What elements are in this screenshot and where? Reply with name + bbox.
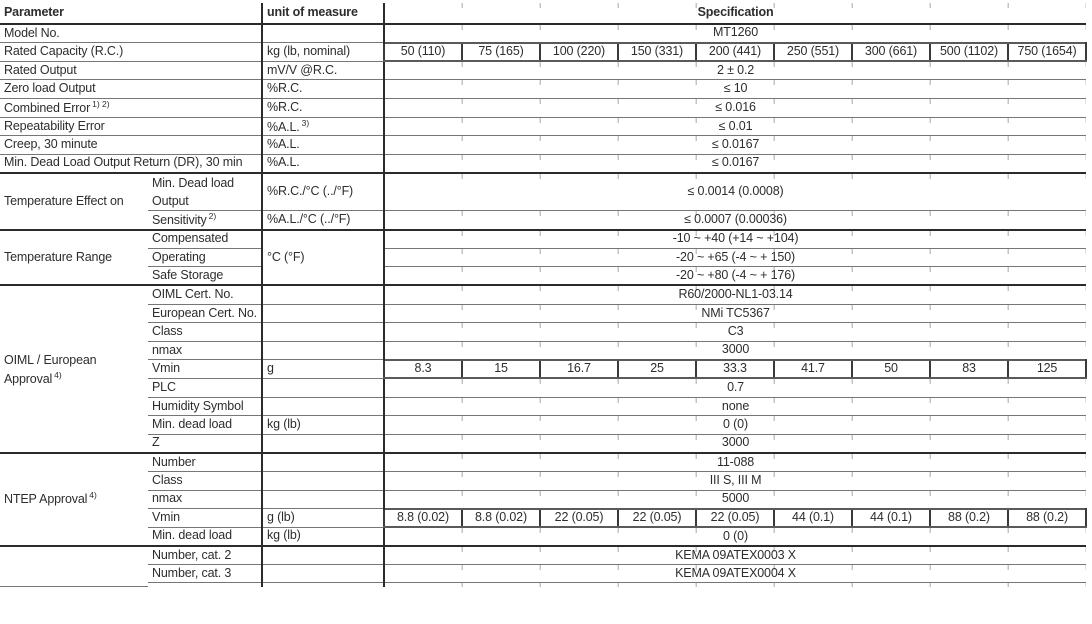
spec-table	[0, 3, 1087, 587]
footnote-marker: 3)	[301, 117, 310, 128]
param-cell: Min. dead load	[148, 416, 262, 435]
row-creep	[0, 136, 1086, 155]
param-cell: Min. Dead Load Output Return (DR), 30 min	[0, 154, 262, 173]
row-ntep-class	[0, 471, 1086, 490]
row-rated-output	[0, 61, 1086, 80]
row-oiml-z	[0, 434, 1086, 453]
row-oiml-european-cert-no	[0, 304, 1086, 323]
capacity-value-cell: 750 (1654)	[1008, 43, 1086, 62]
row-combined-error	[0, 98, 1086, 117]
spec-value-cell: 3000	[384, 434, 1086, 453]
vmin-value-cell: 22 (0.05)	[540, 509, 618, 528]
row-ntep-number	[0, 453, 1086, 472]
row-oiml-cert-no	[0, 285, 1086, 304]
unit-cell	[262, 564, 384, 583]
param-cell: Z	[148, 434, 262, 453]
spec-value-cell: none	[384, 397, 1086, 416]
capacity-value-cell: 300 (661)	[852, 43, 930, 62]
unit-cell	[262, 285, 384, 304]
row-temp-range-safe-storage	[0, 267, 1086, 286]
spec-value-cell: C3	[384, 323, 1086, 342]
param-cell	[148, 211, 262, 230]
spec-value-cell: -10 ~ +40 (+14 ~ +104)	[384, 230, 1086, 249]
row-oiml-vmin	[0, 360, 1086, 379]
row-partial-cutoff	[0, 583, 1086, 587]
row-rated-capacity	[0, 43, 1086, 62]
header-unit-of-measure: unit of measure	[262, 3, 384, 24]
unit-cell	[262, 453, 384, 472]
param-cell: Class	[148, 471, 262, 490]
vmin-value-cell: 33.3	[696, 360, 774, 379]
row-min-dead-load-output-return	[0, 154, 1086, 173]
spec-value-cell: ≤ 0.016	[384, 98, 1086, 117]
param-cell: nmax	[148, 341, 262, 360]
row-temp-range-compensated	[0, 230, 1086, 249]
spec-value-cell: KEMA 09ATEX0004 X	[384, 564, 1086, 583]
group-label-temperature-effect: Temperature Effect on	[0, 173, 148, 230]
capacity-value-cell: 200 (441)	[696, 43, 774, 62]
param-cell	[148, 583, 262, 587]
row-temp-effect-sensitivity	[0, 211, 1086, 230]
unit-cell: kg (lb)	[262, 527, 384, 546]
unit-cell: %A.L.	[262, 136, 384, 155]
param-cell: Zero load Output	[0, 80, 262, 99]
unit-cell: g	[262, 360, 384, 379]
footnote-marker: 4)	[89, 490, 97, 501]
vmin-value-cell: 22 (0.05)	[696, 509, 774, 528]
spec-value-cell: 2 ± 0.2	[384, 61, 1086, 80]
capacity-value-cell: 150 (331)	[618, 43, 696, 62]
row-temp-range-operating	[0, 248, 1086, 267]
spec-value-cell: KEMA 09ATEX0003 X	[384, 546, 1086, 565]
param-cell: Safe Storage	[148, 267, 262, 286]
footnote-marker: 1) 2)	[92, 98, 110, 109]
group-label-temperature-range: Temperature Range	[0, 230, 148, 286]
capacity-value-cell: 75 (165)	[462, 43, 540, 62]
vmin-value-cell: 88 (0.2)	[1008, 509, 1086, 528]
param-cell: Humidity Symbol	[148, 397, 262, 416]
param-cell: Operating	[148, 248, 262, 267]
group-label-line: NTEP Approval	[4, 492, 88, 507]
unit-label: %A.L.	[267, 119, 300, 134]
row-ntep-min-dead-load	[0, 527, 1086, 546]
vmin-value-cell: 41.7	[774, 360, 852, 379]
unit-cell: %R.C./°C (../°F)	[262, 173, 384, 211]
row-ntep-nmax	[0, 490, 1086, 509]
param-cell: Rated Capacity (R.C.)	[0, 43, 262, 62]
group-label-line: OIML / European	[4, 352, 97, 367]
spec-value-cell: NMi TC5367	[384, 304, 1086, 323]
vmin-value-cell: 50	[852, 360, 930, 379]
param-cell: Model No.	[0, 24, 262, 43]
header-specification: Specification	[384, 3, 1086, 24]
capacity-value-cell: 250 (551)	[774, 43, 852, 62]
row-oiml-humidity-symbol	[0, 397, 1086, 416]
row-oiml-nmax	[0, 341, 1086, 360]
spec-cell	[384, 583, 1086, 587]
vmin-value-cell: 125	[1008, 360, 1086, 379]
param-cell: Number, cat. 3	[148, 564, 262, 583]
unit-cell	[262, 304, 384, 323]
unit-cell: %A.L.	[262, 154, 384, 173]
spec-value-cell: -20 ~ +80 (-4 ~ + 176)	[384, 267, 1086, 286]
unit-cell	[262, 546, 384, 565]
param-cell: European Cert. No.	[148, 304, 262, 323]
spec-value-cell: -20 ~ +65 (-4 ~ + 150)	[384, 248, 1086, 267]
unit-cell	[262, 490, 384, 509]
group-label-empty	[0, 546, 148, 587]
vmin-value-cell: 25	[618, 360, 696, 379]
row-ntep-vmin	[0, 509, 1086, 528]
header-row	[0, 3, 1086, 24]
unit-cell	[262, 471, 384, 490]
spec-value-cell: 0 (0)	[384, 527, 1086, 546]
vmin-value-cell: 8.3	[384, 360, 462, 379]
param-cell: Compensated	[148, 230, 262, 249]
unit-cell	[262, 341, 384, 360]
param-cell: Vmin	[148, 360, 262, 379]
param-cell: Min. dead load	[148, 527, 262, 546]
row-oiml-min-dead-load	[0, 416, 1086, 435]
footnote-marker: 4)	[54, 369, 62, 380]
row-oiml-plc	[0, 378, 1086, 397]
unit-cell	[262, 583, 384, 587]
vmin-value-cell: 15	[462, 360, 540, 379]
unit-cell: kg (lb, nominal)	[262, 43, 384, 62]
unit-cell	[262, 323, 384, 342]
spec-value-cell: ≤ 0.0167	[384, 136, 1086, 155]
footnote-marker: 2)	[208, 211, 217, 222]
param-cell: PLC	[148, 378, 262, 397]
group-label-oiml-european-approval	[0, 285, 148, 452]
spec-value-cell: ≤ 0.01	[384, 117, 1086, 136]
unit-cell: g (lb)	[262, 509, 384, 528]
param-cell: Min. Dead load Output	[148, 173, 262, 211]
unit-cell: °C (°F)	[262, 230, 384, 286]
param-cell: Number	[148, 453, 262, 472]
param-cell: Number, cat. 2	[148, 546, 262, 565]
row-temp-effect-mdl-output	[0, 173, 1086, 211]
param-cell: Repeatability Error	[0, 117, 262, 136]
vmin-value-cell: 8.8 (0.02)	[384, 509, 462, 528]
vmin-value-cell: 83	[930, 360, 1008, 379]
param-cell: OIML Cert. No.	[148, 285, 262, 304]
unit-cell	[262, 117, 384, 136]
row-repeatability-error	[0, 117, 1086, 136]
unit-cell: %R.C.	[262, 80, 384, 99]
unit-cell: %R.C.	[262, 98, 384, 117]
vmin-value-cell: 88 (0.2)	[930, 509, 1008, 528]
spec-value-cell: 0 (0)	[384, 416, 1086, 435]
spec-value-cell: ≤ 0.0167	[384, 154, 1086, 173]
capacity-value-cell: 100 (220)	[540, 43, 618, 62]
spec-value-cell: R60/2000-NL1-03.14	[384, 285, 1086, 304]
spec-value-cell: ≤ 0.0007 (0.00036)	[384, 211, 1086, 230]
param-label: Combined Error	[4, 100, 91, 115]
row-oiml-class	[0, 323, 1086, 342]
header-parameter: Parameter	[0, 3, 262, 24]
capacity-value-cell: 500 (1102)	[930, 43, 1008, 62]
unit-cell	[262, 434, 384, 453]
capacity-value-cell: 50 (110)	[384, 43, 462, 62]
vmin-value-cell: 22 (0.05)	[618, 509, 696, 528]
unit-cell: mV/V @R.C.	[262, 61, 384, 80]
param-label: Sensitivity	[152, 213, 207, 228]
spec-value-cell: ≤ 10	[384, 80, 1086, 99]
spec-value-cell: 5000	[384, 490, 1086, 509]
row-zero-load-output	[0, 80, 1086, 99]
group-label-ntep-approval	[0, 453, 148, 546]
param-cell: Creep, 30 minute	[0, 136, 262, 155]
spec-value-cell: MT1260	[384, 24, 1086, 43]
row-atex-number-cat-3	[0, 564, 1086, 583]
unit-cell	[262, 397, 384, 416]
param-cell: Rated Output	[0, 61, 262, 80]
spec-value-cell: 11-088	[384, 453, 1086, 472]
param-cell	[0, 98, 262, 117]
vmin-value-cell: 8.8 (0.02)	[462, 509, 540, 528]
spec-value-cell: 0.7	[384, 378, 1086, 397]
unit-cell: %A.L./°C (../°F)	[262, 211, 384, 230]
unit-cell	[262, 24, 384, 43]
row-atex-number-cat-2	[0, 546, 1086, 565]
spec-value-cell: 3000	[384, 341, 1086, 360]
vmin-value-cell: 16.7	[540, 360, 618, 379]
group-label-line: Approval	[4, 371, 53, 386]
spec-value-cell: III S, III M	[384, 471, 1086, 490]
vmin-value-cell: 44 (0.1)	[774, 509, 852, 528]
unit-cell	[262, 378, 384, 397]
row-model-no	[0, 24, 1086, 43]
vmin-value-cell: 44 (0.1)	[852, 509, 930, 528]
param-cell: nmax	[148, 490, 262, 509]
param-cell: Class	[148, 323, 262, 342]
param-cell: Vmin	[148, 509, 262, 528]
unit-cell: kg (lb)	[262, 416, 384, 435]
spec-value-cell: ≤ 0.0014 (0.0008)	[384, 173, 1086, 211]
